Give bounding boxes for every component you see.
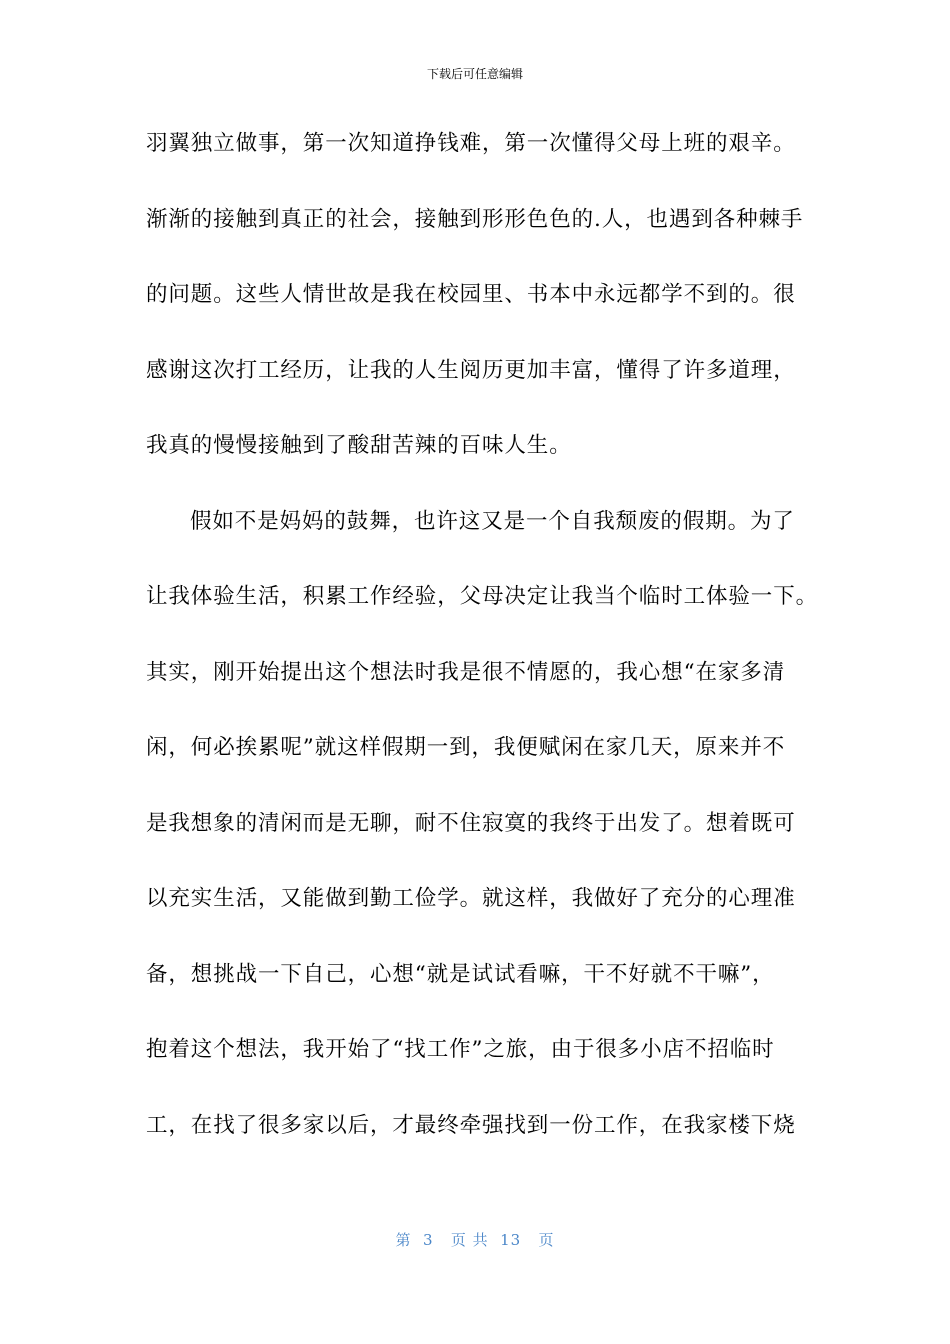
text-line: 的问题。这些人情世故是我在校园里、书本中永远都学不到的。很 bbox=[146, 282, 796, 307]
text-line: 工，在找了很多家以后，才最终牵强找到一份工作，在我家楼下烧 bbox=[146, 1112, 796, 1138]
text-line: 备，想挑战一下自己，心想“就是试试看嘛，干不好就不干嘛”， bbox=[146, 961, 775, 987]
text-line: 闲，何必挨累呢”就这样假期一到，我便赋闲在家几天，原来并不 bbox=[146, 735, 786, 760]
text-line: 其实，刚开始提出这个想法时我是很不情愿的，我心想“在家多清 bbox=[146, 659, 786, 685]
text-line: 感谢这次打工经历，让我的人生阅历更加丰富，懂得了许多道理， bbox=[146, 357, 796, 383]
paragraph-start-line: 假如不是妈妈的鼓舞，也许这又是一个自我颓废的假期。为了 bbox=[190, 508, 795, 534]
page-number-footer: 第 3 页 共 13 页 bbox=[395, 1231, 555, 1249]
text-line: 抱着这个想法，我开始了“找工作”之旅，由于很多小店不招临时 bbox=[146, 1037, 775, 1062]
page-header: 下载后可任意编辑 bbox=[426, 67, 523, 81]
text-line: 渐渐的接触到真正的社会，接触到形形色色的.人，也遇到各种棘手 bbox=[146, 206, 804, 232]
text-line: 让我体验生活，积累工作经验，父母决定让我当个临时工体验一下。 bbox=[146, 584, 819, 609]
text-line: 我真的慢慢接触到了酸甜苦辣的百味人生。 bbox=[146, 433, 572, 458]
body-text bbox=[146, 118, 819, 1175]
text-line: 羽翼独立做事，第一次知道挣钱难，第一次懂得父母上班的艰辛。 bbox=[146, 131, 796, 156]
text-line: 以充实生活，又能做到勤工俭学。就这样，我做好了充分的心理准 bbox=[146, 886, 796, 911]
text-line: 是我想象的清闲而是无聊，耐不住寂寞的我终于出发了。想着既可 bbox=[146, 810, 796, 836]
